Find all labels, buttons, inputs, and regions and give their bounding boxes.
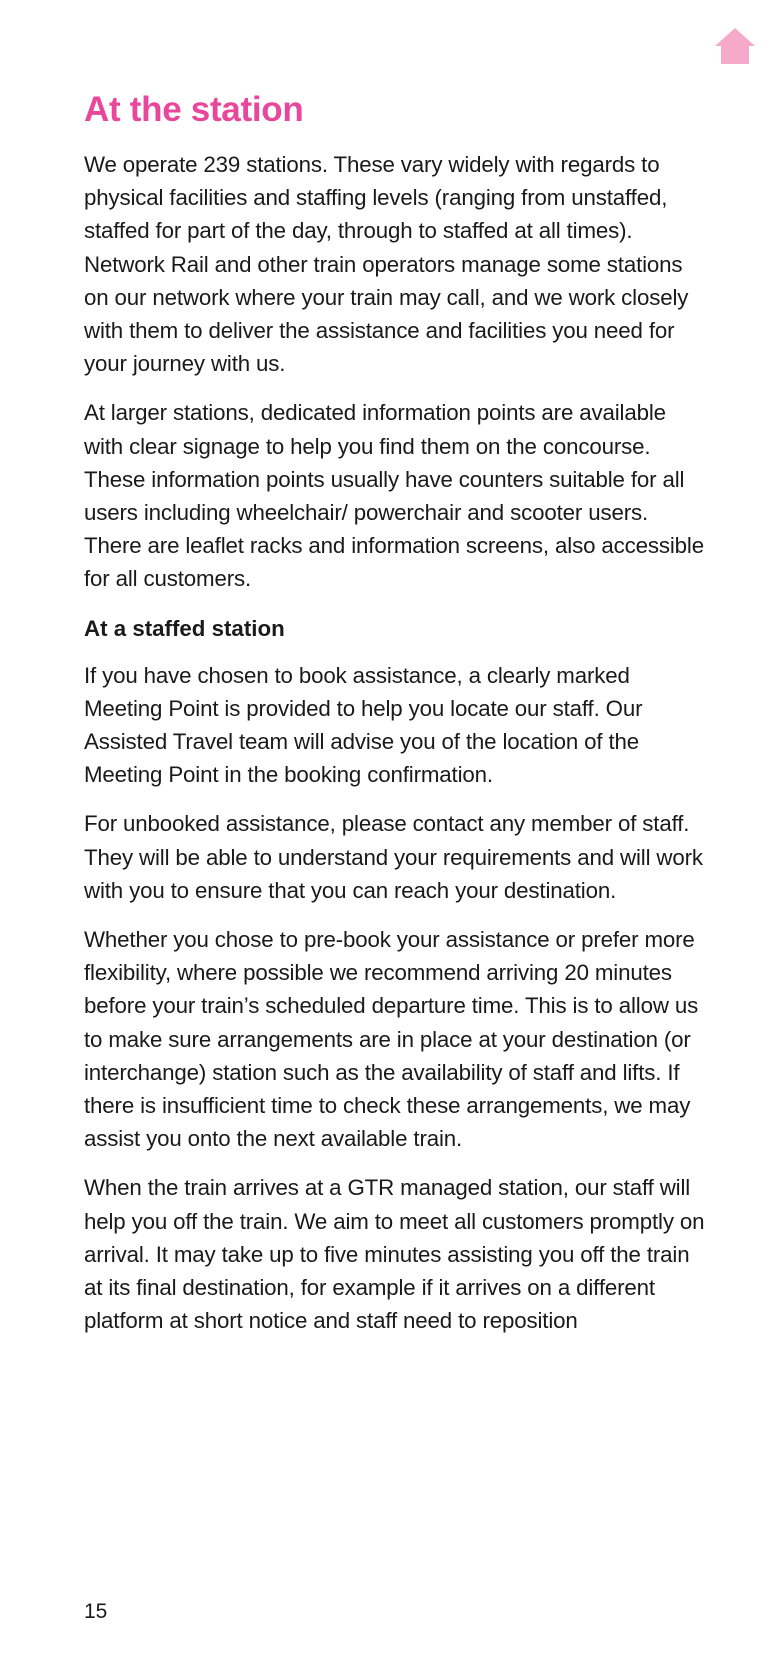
page-number: 15 <box>84 1600 108 1623</box>
paragraph: For unbooked assistance, please contact any member of staff. They will be able to understand your requirements and will work with you to ensure that you can reach your destination. <box>84 811 703 903</box>
paragraph: If you have chosen to book assistance, a clearly marked Meeting Point is provided to help you locate our staff. Our Assisted Travel team will advise you of the location of the Meeting Point in the booking confirmation. <box>84 662 643 788</box>
paragraph: Whether you chose to pre-book your assistance or prefer more flexibility, where possible we recommend arriving 20 minutes before your train’s scheduled departure time. This is to allow us to make sure arrangements are in place at your destination (or interchange) station such as the availability of staff and lifts. If there is insufficient time to check these arrangements, we may assist you onto the next available train. <box>84 927 699 1152</box>
page-title: At the station <box>84 90 304 129</box>
home-icon <box>713 26 757 66</box>
paragraph: At larger stations, dedicated information points are available with clear signage to help you find them on the concourse. These information points usually have counters suitable for all users including wheelchair/ powerchair and scooter users. There are leaflet racks and information screens, also accessible for all customers. <box>84 400 704 592</box>
home-button[interactable] <box>713 26 757 66</box>
paragraph: We operate 239 stations. These vary widely with regards to physical facilities and staffing levels (ranging from unstaffed, staffed for part of the day, through to staffed at all times). Network Rail and other train operators manage some stations on our network where your train may call, and we work closely with them to deliver the assistance and facilities you need for your journey with us. <box>84 152 689 377</box>
paragraph: When the train arrives at a GTR managed station, our staff will help you off the train. We aim to meet all customers promptly on arrival. It may take up to five minutes assisting you off the train at its final destination, for example if it arrives on a different platform at short notice and staff need to reposition <box>84 1175 705 1334</box>
section-subheading: At a staffed station <box>84 615 285 641</box>
page-content <box>84 84 709 1354</box>
